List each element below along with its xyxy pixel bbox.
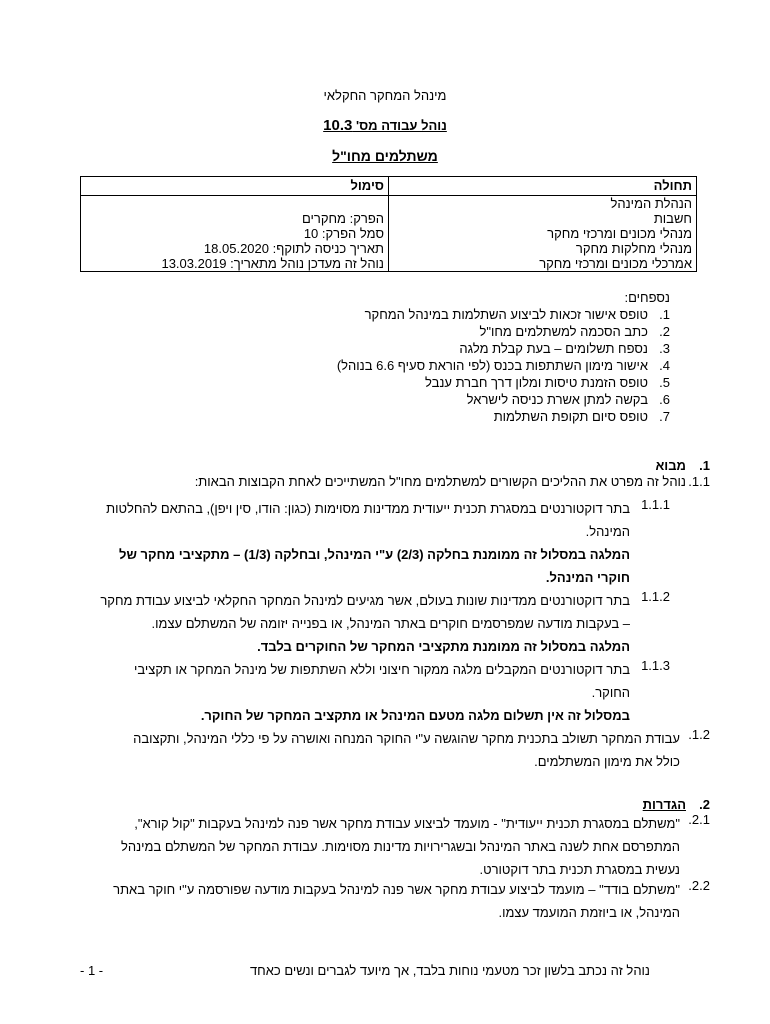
- appendix-item: 4.אישור מימון השתתפות בכנס (לפי הוראת סעיף 6.6 בנוהל): [336, 358, 670, 373]
- page-number: - 1 -: [80, 963, 104, 978]
- para-2-2: 2.2. "משתלם בודד" – מועמד לביצוע עבודת מחקר אשר פנה למינהל בעקבות מודעה שפורסמה ע"י חוקר באתר המינהל, או ביוזמת המועמד עצמו.: [113, 878, 710, 920]
- col-symbol-header: סימול: [81, 177, 389, 196]
- meta-table: [80, 176, 697, 272]
- page-title: משתלמים מחו"ל: [332, 148, 438, 164]
- appendices-list: [337, 306, 670, 425]
- appendix-item: 3.נספח תשלומים – בעת קבלת מלגה: [459, 341, 670, 356]
- applies-item: אמרכלי מכונים ומרכזי מחקר: [539, 256, 692, 271]
- procedure-num: 10.3: [323, 117, 353, 134]
- applies-item: הנהלת המינהל: [610, 196, 692, 211]
- updates-date: נוהל זה מעדכן נוהל מתאריך: 13.03.2019: [161, 256, 384, 271]
- col-applies-header: תחולה: [389, 177, 697, 196]
- appendix-item: 2.כתב הסכמה למשתלמים מחו"ל: [479, 324, 670, 339]
- appendix-item: 5.טופס הזמנת טיסות ומלון דרך חברת ענבל: [424, 375, 670, 390]
- procedure-prefix: נוהל עבודה מס': [356, 118, 447, 133]
- org-name: מינהל המחקר החקלאי: [323, 88, 447, 103]
- para-1-1-2: 1.1.2 בתר דוקטורנטים ממדינות שונות בעולם, אשר מגיעים למינהל המחקר החקלאי לביצוע עבודת מחקר – בעקבות מודעה שמפרסמים חוקרים באתר המינהל, או בפנייה יזומה של המשתלם עצמו. המלגה במסלול זה ממומנת מתקציבי המחקר של החוקרים בלבד.: [100, 589, 670, 654]
- applies-item: חשבות: [653, 211, 692, 226]
- para-2-1: 2.1. "משתלם במסגרת תכנית ייעודית" - מועמד לביצוע עבודת מחקר אשר פנה למינהל בעקבות "קול קורא", המתפרסם אחת לשנה באתר המינהל ובשגרירויות מדינות מסוימות. עבודת המחקר של המשתלם במינהל נעשית במסגרת תכנית בתר דוקטורט.: [120, 812, 710, 877]
- procedure-number: [0, 117, 770, 134]
- chapter-symbol: סמל הפרק: 10: [303, 226, 384, 241]
- appendix-item: 1.טופס אישור זכאות לביצוע השתלמות במינהל המחקר: [364, 307, 670, 322]
- appendix-item: 6.בקשה למתן אשרת כניסה לישראל: [466, 392, 670, 407]
- section-2-heading: 2.הגדרות: [642, 797, 710, 812]
- para-1-1: 1.1.נוהל זה מפרט את ההליכים הקשורים למשתלמים מחו"ל המשתייכים לאחת הקבוצות הבאות:: [194, 474, 710, 489]
- para-1-2: 1.2. עבודת המחקר תשולב בתכנית מחקר שהוגשה ע"י החוקר המנחה ואושרה על פי כללי המינהל, ותקצובה כולל את מימון המשתלמים.: [133, 727, 710, 769]
- para-1-1-3: 1.1.3 בתר דוקטורנטים המקבלים מלגה ממקור חיצוני וללא השתתפות של מינהל המחקר או תקציבי החוקר. במסלול זה אין תשלום מלגה מטעם המינהל או מתקציב המחקר של החוקר.: [133, 658, 670, 723]
- chapter-name: הפרק: מחקרים: [301, 211, 384, 226]
- para-1-1-1: 1.1.1 בתר דוקטורנטים במסגרת תכנית ייעודית ממדינות מסוימות (כגון: הודו, סין ויפן), בהתאם להחלטות המינהל. המלגה במסלול זה ממומנת בחלקה (2/3) ע"י המינהל, ובחלקה (1/3) – מתקציבי מחקר של חוקרי המינהל.: [106, 497, 670, 585]
- effective-date: תאריך כניסה לתוקף: 18.05.2020: [203, 241, 384, 256]
- applies-cell: [389, 196, 697, 272]
- applies-item: מנהלי מכונים ומרכזי מחקר: [547, 226, 692, 241]
- appendices-label: נספחים:: [624, 290, 670, 305]
- footer-note: נוהל זה נכתב בלשון זכר מטעמי נוחות בלבד, אך מיועד לגברים ונשים כאחד: [249, 963, 650, 978]
- section-1-heading: 1.מבוא: [655, 458, 710, 473]
- symbol-cell: [81, 196, 389, 272]
- applies-item: מנהלי מחלקות מחקר: [575, 241, 692, 256]
- appendix-item: 7.טופס סיום תקופת השתלמות: [493, 409, 670, 424]
